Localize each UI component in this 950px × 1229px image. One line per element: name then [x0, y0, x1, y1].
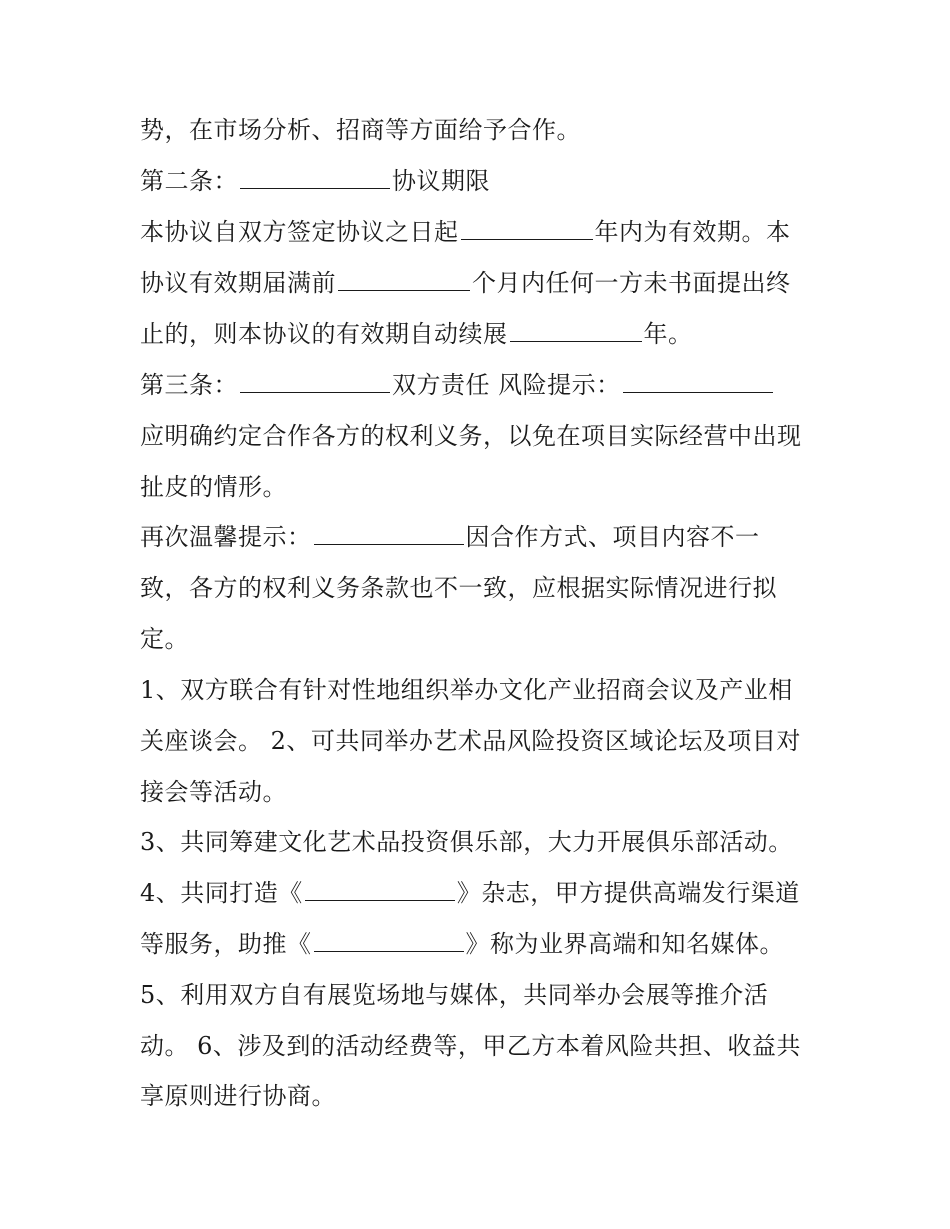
line-text: 致，各方的权利义务条款也不一致，应根据实际情况进行拟 — [140, 574, 777, 602]
list-item — [140, 726, 801, 756]
line-text: 双方责任 风险提示： — [392, 371, 621, 399]
line-text: 等服务，助推《 — [140, 930, 312, 958]
line-text: 定。 — [140, 625, 189, 653]
text-line — [140, 115, 581, 145]
article-two-heading — [140, 166, 490, 196]
text-line — [140, 573, 777, 603]
fill-in-blank — [314, 522, 464, 545]
line-text: 因合作方式、项目内容不一 — [465, 523, 760, 551]
line-text: 年。 — [643, 320, 693, 348]
fill-in-blank — [314, 929, 464, 952]
text-line — [140, 777, 287, 807]
fill-in-blank — [338, 268, 470, 291]
line-text: 1、双方联合有针对性地组织举办文化产业招商会议及产业相 — [140, 676, 793, 704]
line-text: 年内为有效期。本 — [594, 218, 791, 246]
list-item — [140, 675, 793, 705]
line-text: 5、利用双方自有展览场地与媒体，共同举办会展等推介活 — [140, 981, 769, 1009]
text-line — [140, 421, 802, 451]
list-item — [140, 878, 800, 908]
fill-in-blank — [240, 370, 390, 393]
list-item — [140, 980, 768, 1010]
reminder-line — [140, 522, 760, 552]
line-text: 第三条： — [140, 371, 238, 399]
fill-in-blank — [461, 217, 593, 240]
fill-in-blank — [240, 166, 390, 189]
line-text: 扯皮的情形。 — [140, 473, 287, 501]
list-item — [140, 1031, 801, 1061]
line-text: 协议期限 — [392, 167, 490, 195]
article-three-heading — [140, 370, 775, 400]
line-text: 应明确约定合作各方的权利义务，以免在项目实际经营中出现 — [140, 422, 802, 450]
line-text: 享原则进行协商。 — [140, 1082, 336, 1110]
text-line — [140, 624, 189, 654]
fill-in-blank — [305, 878, 455, 901]
line-text: 止的，则本协议的有效期自动续展 — [140, 320, 508, 348]
line-text: 第二条： — [140, 167, 238, 195]
list-item — [140, 827, 793, 857]
text-line — [140, 217, 791, 247]
text-line — [140, 319, 693, 349]
line-text: 个月内任何一方未书面提出终 — [472, 269, 791, 297]
fill-in-blank — [623, 370, 773, 393]
line-text: 协议有效期届满前 — [140, 269, 336, 297]
line-text: 再次温馨提示： — [140, 523, 312, 551]
text-line — [140, 268, 791, 298]
text-line — [140, 472, 287, 502]
text-line — [140, 1081, 336, 1111]
line-text: 关座谈会。 2、可共同举办艺术品风险投资区域论坛及项目对 — [140, 727, 801, 755]
line-text: 4、共同打造《 — [140, 879, 303, 907]
text-line — [140, 929, 784, 959]
line-text: 》杂志，甲方提供高端发行渠道 — [456, 879, 800, 907]
line-text: 本协议自双方签定协议之日起 — [140, 218, 459, 246]
line-text: 接会等活动。 — [140, 778, 287, 806]
line-text: 动。 6、涉及到的活动经费等，甲乙方本着风险共担、收益共 — [140, 1032, 801, 1060]
line-text: 》称为业界高端和知名媒体。 — [465, 930, 784, 958]
fill-in-blank — [510, 319, 642, 342]
line-text: 势，在市场分析、招商等方面给予合作。 — [140, 116, 581, 144]
line-text: 3、共同筹建文化艺术品投资俱乐部，大力开展俱乐部活动。 — [140, 828, 793, 856]
